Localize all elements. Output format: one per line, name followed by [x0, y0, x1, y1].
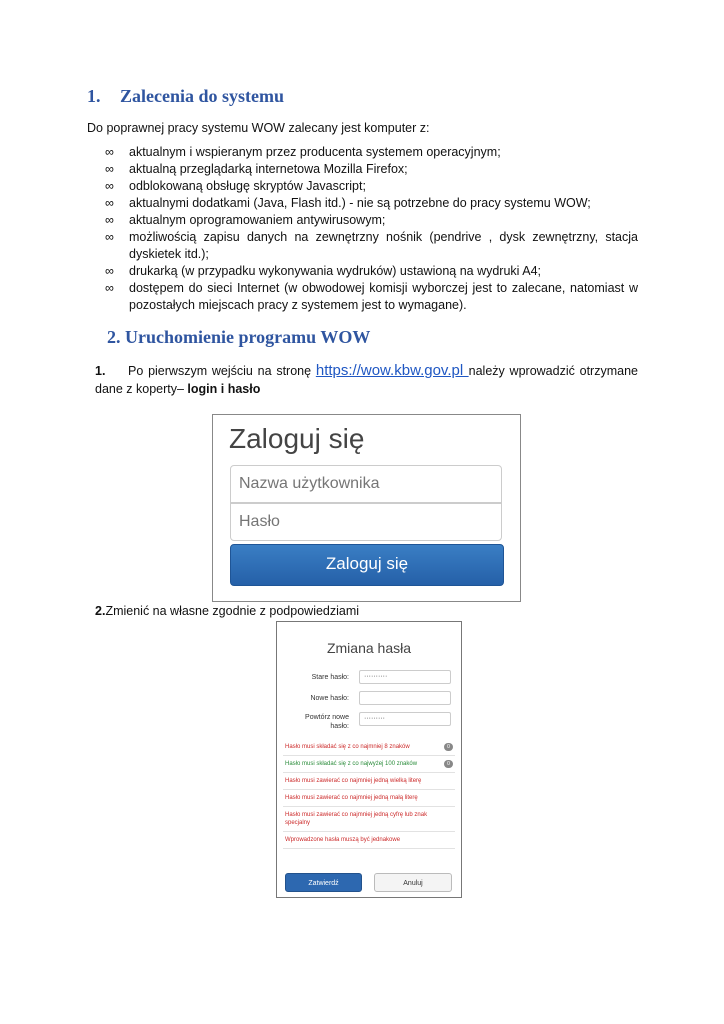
list-item — [105, 161, 638, 178]
list-item — [105, 263, 638, 280]
section-1-heading — [87, 86, 284, 107]
login-form-screenshot — [212, 414, 521, 602]
password-rule-text: Hasło musi składać się z co najwyżej 100 znaków — [285, 761, 418, 767]
infinity-bullet-icon: ∞ — [105, 162, 114, 176]
username-input[interactable] — [230, 465, 502, 503]
password-rule — [283, 756, 455, 773]
step-1-text-before: Po pierwszym wejściu na stronę — [128, 364, 316, 378]
step-2-paragraph — [95, 604, 359, 618]
infinity-bullet-icon: ∞ — [105, 196, 114, 210]
list-item-text: możliwością zapisu danych na zewnętrzny nośnik (pendrive , dysk zewnętrzny, stacja dyskietek itd.); — [129, 230, 638, 261]
infinity-bullet-icon: ∞ — [105, 264, 114, 278]
step-1-paragraph — [95, 362, 638, 398]
password-rule — [283, 832, 455, 849]
list-item — [105, 280, 638, 314]
infinity-bullet-icon: ∞ — [105, 230, 114, 244]
list-item — [105, 195, 638, 212]
list-item-text: drukarką (w przypadku wykonywania wydruków) ustawioną na wydruki A4; — [129, 264, 541, 278]
wow-link[interactable]: https://wow.kbw.gov.pl — [315, 362, 469, 379]
infinity-bullet-icon: ∞ — [105, 179, 114, 193]
repeat-password-field[interactable]: ········· — [359, 712, 451, 726]
password-rule-text: Wprowadzone hasła muszą być jednakowe — [285, 837, 401, 843]
list-item-text: odblokowaną obsługę skryptów Javascript; — [129, 179, 366, 193]
infinity-bullet-icon: ∞ — [105, 213, 114, 227]
section-1-intro: Do poprawnej pracy systemu WOW zalecany jest komputer z: — [87, 121, 430, 135]
section-2-heading: 2. Uruchomienie programu WOW — [107, 327, 371, 347]
password-rule — [283, 807, 455, 832]
step-1-text-after: należy wprowadzić otrzymane dane z koperty– — [95, 364, 638, 396]
section-1-number: 1. — [87, 86, 101, 106]
new-password-field[interactable] — [359, 691, 451, 705]
rule-count-badge: 0 — [444, 760, 453, 768]
password-rule — [283, 790, 455, 807]
login-button[interactable]: Zaloguj się — [230, 544, 504, 586]
password-rule-text: Hasło musi składać się z co najmniej 8 znaków — [285, 744, 410, 750]
step-2-text: Zmienić na własne zgodnie z podpowiedziami — [105, 604, 360, 618]
password-input[interactable] — [230, 503, 502, 541]
section-1-title: Zalecenia do systemu — [120, 86, 284, 106]
change-password-form-screenshot — [276, 621, 462, 898]
list-item — [105, 144, 638, 161]
infinity-bullet-icon: ∞ — [105, 145, 114, 159]
password-rule-text: Hasło musi zawierać co najmniej jedną wielką literę — [285, 778, 422, 784]
list-item — [105, 178, 638, 195]
password-rule — [283, 773, 455, 790]
old-password-field[interactable]: ·········· — [359, 670, 451, 684]
requirements-list — [105, 144, 638, 314]
list-item — [105, 212, 638, 229]
list-item — [105, 229, 638, 263]
cancel-button[interactable]: Anuluj — [374, 873, 452, 892]
list-item-text: aktualnymi dodatkami (Java, Flash itd.) - nie są potrzebne do pracy systemu WOW; — [129, 196, 591, 210]
new-password-label: Nowe hasło: — [310, 695, 349, 702]
login-title: Zaloguj się — [229, 423, 365, 454]
step-1-bold-text: login i hasło — [187, 382, 261, 396]
step-2-number: 2. — [95, 604, 106, 618]
step-1-number: 1. — [95, 364, 106, 378]
password-rule-text: Hasło musi zawierać co najmniej jedną małą literę — [285, 795, 418, 801]
password-rules-list — [283, 739, 455, 849]
change-password-title: Zmiana hasła — [326, 640, 412, 656]
password-rule — [283, 739, 455, 756]
infinity-bullet-icon: ∞ — [105, 281, 114, 295]
list-item-text: dostępem do sieci Internet (w obwodowej komisji wyborczej jest to zalecane, natomiast w pozostałych miejscach pracy z systemem jest to wymagane). — [129, 281, 638, 312]
list-item-text: aktualną przeglądarką internetowa Mozilla Firefox; — [129, 162, 408, 176]
rule-count-badge: 0 — [444, 743, 453, 751]
repeat-password-label: Powtórz nowe hasło: — [305, 714, 349, 730]
list-item-text: aktualnym i wspieranym przez producenta systemem operacyjnym; — [129, 145, 501, 159]
old-password-label: Stare hasło: — [311, 674, 349, 681]
password-rule-text: Hasło musi zawierać co najmniej jedną cyfrę lub znak specjalny — [285, 812, 428, 826]
confirm-button[interactable]: Zatwierdź — [285, 873, 362, 892]
list-item-text: aktualnym oprogramowaniem antywirusowym; — [129, 213, 386, 227]
